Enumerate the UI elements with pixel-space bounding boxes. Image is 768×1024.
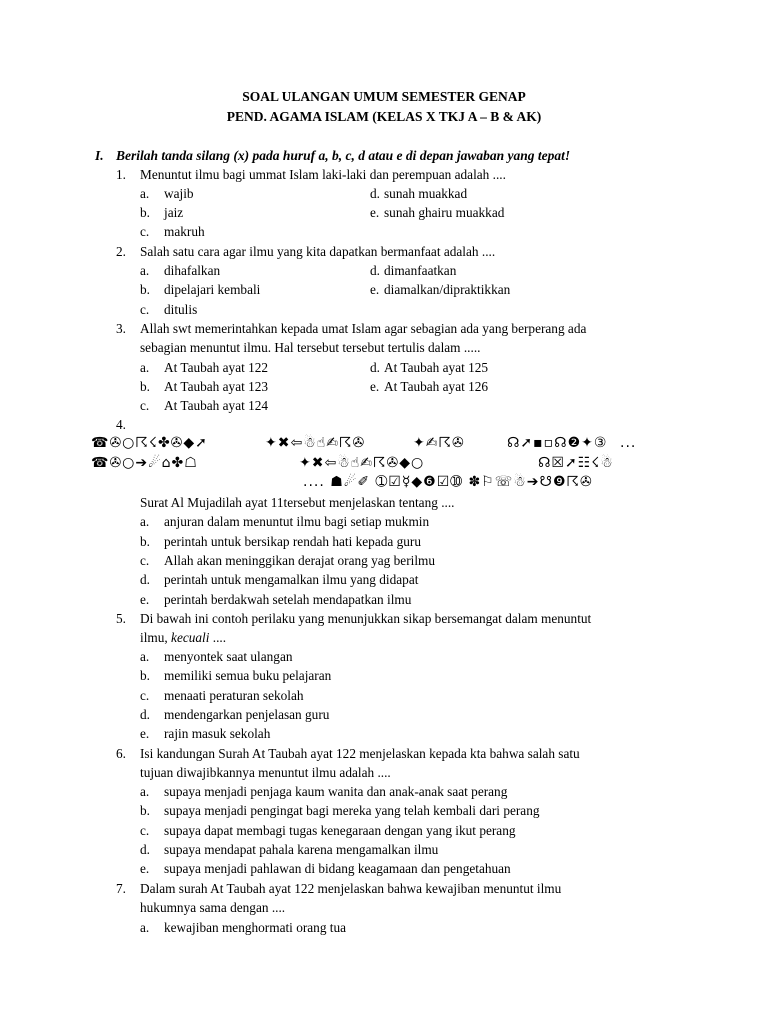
question-number: 2. bbox=[116, 244, 126, 259]
option-3d[interactable]: d. At Taubah ayat 125 bbox=[370, 360, 489, 375]
option-7a[interactable]: a. kewajiban menghormati orang tua bbox=[140, 920, 347, 935]
question-number: 3. bbox=[116, 321, 126, 336]
option-6b[interactable]: b. supaya menjadi pengingat bagi mereka yang telah kembali dari perang bbox=[140, 803, 540, 818]
option-6e[interactable]: e. supaya menjadi pahlawan di bidang keagamaan dan pengetahuan bbox=[140, 861, 511, 876]
option-3e[interactable]: e. At Taubah ayat 126 bbox=[370, 379, 489, 394]
question-text-line1: Dalam surah At Taubah ayat 122 menjelaskan bahwa kewajiban menuntut ilmu bbox=[140, 881, 562, 896]
question-text-line2: tujuan diwajibkannya menuntut ilmu adalah .... bbox=[140, 765, 391, 780]
option-1c[interactable]: c. makruh bbox=[140, 224, 205, 239]
option-6a[interactable]: a. supaya menjadi penjaga kaum wanita dan anak-anak saat perang bbox=[140, 784, 508, 799]
question-text-line1: Allah swt memerintahkan kepada umat Islam agar sebagian ada yang berperang ada bbox=[140, 321, 587, 336]
option-4e[interactable]: e. perintah berdakwah setelah mendapatkan ilmu bbox=[140, 592, 412, 607]
question-text-line1: Isi kandungan Surah At Taubah ayat 122 menjelaskan kepada kta bahwa salah satu bbox=[140, 746, 580, 761]
option-1d[interactable]: d. sunah muakkad bbox=[370, 186, 468, 201]
question-text-line2: hukumnya sama dengan .... bbox=[140, 900, 286, 915]
question-number: 1. bbox=[116, 167, 126, 182]
option-2a[interactable]: a. dihafalkan bbox=[140, 263, 221, 278]
option-3c[interactable]: c. At Taubah ayat 124 bbox=[140, 398, 269, 413]
page-title: SOAL ULANGAN UMUM SEMESTER GENAP bbox=[242, 89, 526, 104]
option-5a[interactable]: a. menyontek saat ulangan bbox=[140, 649, 293, 664]
option-4a[interactable]: a. anjuran dalam menuntut ilmu bagi setiap mukmin bbox=[140, 514, 430, 529]
option-2b[interactable]: b. dipelajari kembali bbox=[140, 282, 261, 297]
option-1a[interactable]: a. wajib bbox=[140, 186, 194, 201]
option-4b[interactable]: b. perintah untuk bersikap rendah hati kepada guru bbox=[140, 534, 421, 549]
question-number: 4. bbox=[116, 417, 126, 432]
page-subtitle: PEND. AGAMA ISLAM (KELAS X TKJ A – B & AK) bbox=[226, 109, 542, 124]
option-2d[interactable]: d. dimanfaatkan bbox=[370, 263, 457, 278]
question-text-line1: Di bawah ini contoh perilaku yang menunjukkan sikap bersemangat dalam menuntut bbox=[140, 611, 592, 626]
arabic-verse-line-1: ☎✇○☈☇✤✇◆➚ ✦✖⇦☃☝✍☈✇ ✦✍☈✇ ☊➚▪▫☊❷✦③ ... bbox=[91, 435, 637, 451]
option-5c[interactable]: c. menaati peraturan sekolah bbox=[140, 688, 304, 703]
option-4d[interactable]: d. perintah untuk mengamalkan ilmu yang didapat bbox=[140, 572, 419, 587]
question-number: 7. bbox=[116, 881, 126, 896]
option-6d[interactable]: d. supaya mendapat pahala karena mengamalkan ilmu bbox=[140, 842, 439, 857]
section-instruction-text: Berilah tanda silang (x) pada huruf a, b, c, d atau e di depan jawaban yang tepat! bbox=[116, 148, 571, 163]
question-text-line2: sebagian menuntut ilmu. Hal tersebut tersebut tertulis dalam ..... bbox=[140, 340, 481, 355]
arabic-verse-line-3: .... ☗☄✐ ➀☑☿◆❻☑➉ ✽⚐☏☃➔☋❾☈✇ bbox=[303, 474, 593, 490]
question-text: Salah satu cara agar ilmu yang kita dapatkan bermanfaat adalah .... bbox=[140, 244, 496, 259]
option-4c[interactable]: c. Allah akan meninggikan derajat orang yag berilmu bbox=[140, 553, 436, 568]
option-2c[interactable]: c. ditulis bbox=[140, 302, 198, 317]
option-3a[interactable]: a. At Taubah ayat 122 bbox=[140, 360, 269, 375]
question-text: Menuntut ilmu bagi ummat Islam laki-laki dan perempuan adalah .... bbox=[140, 167, 506, 182]
option-2e[interactable]: e. diamalkan/dipraktikkan bbox=[370, 282, 511, 297]
section-instruction bbox=[95, 146, 570, 165]
option-5d[interactable]: d. mendengarkan penjelasan guru bbox=[140, 707, 330, 722]
option-1b[interactable]: b. jaiz bbox=[140, 205, 184, 220]
question-number: 6. bbox=[116, 746, 126, 761]
option-3b[interactable]: b. At Taubah ayat 123 bbox=[140, 379, 269, 394]
arabic-verse-line-2: ☎✇○➔☄⌂✤☖ ✦✖⇦☃☝✍☈✇◆○ ☊☒➚☷☇☃ bbox=[91, 455, 614, 471]
question-number: 5. bbox=[116, 611, 126, 626]
question-text: Surat Al Mujadilah ayat 11tersebut menjelaskan tentang .... bbox=[140, 495, 455, 510]
option-6c[interactable]: c. supaya dapat membagi tugas kenegaraan dengan yang ikut perang bbox=[140, 823, 516, 838]
question-text-line2: ilmu, kecuali .... bbox=[140, 630, 227, 645]
option-1e[interactable]: e. sunah ghairu muakkad bbox=[370, 205, 505, 220]
option-5e[interactable]: e. rajin masuk sekolah bbox=[140, 726, 271, 741]
emphasis-kecuali: kecuali bbox=[171, 630, 210, 645]
section-number: I. bbox=[95, 148, 104, 163]
option-5b[interactable]: b. memiliki semua buku pelajaran bbox=[140, 668, 332, 683]
